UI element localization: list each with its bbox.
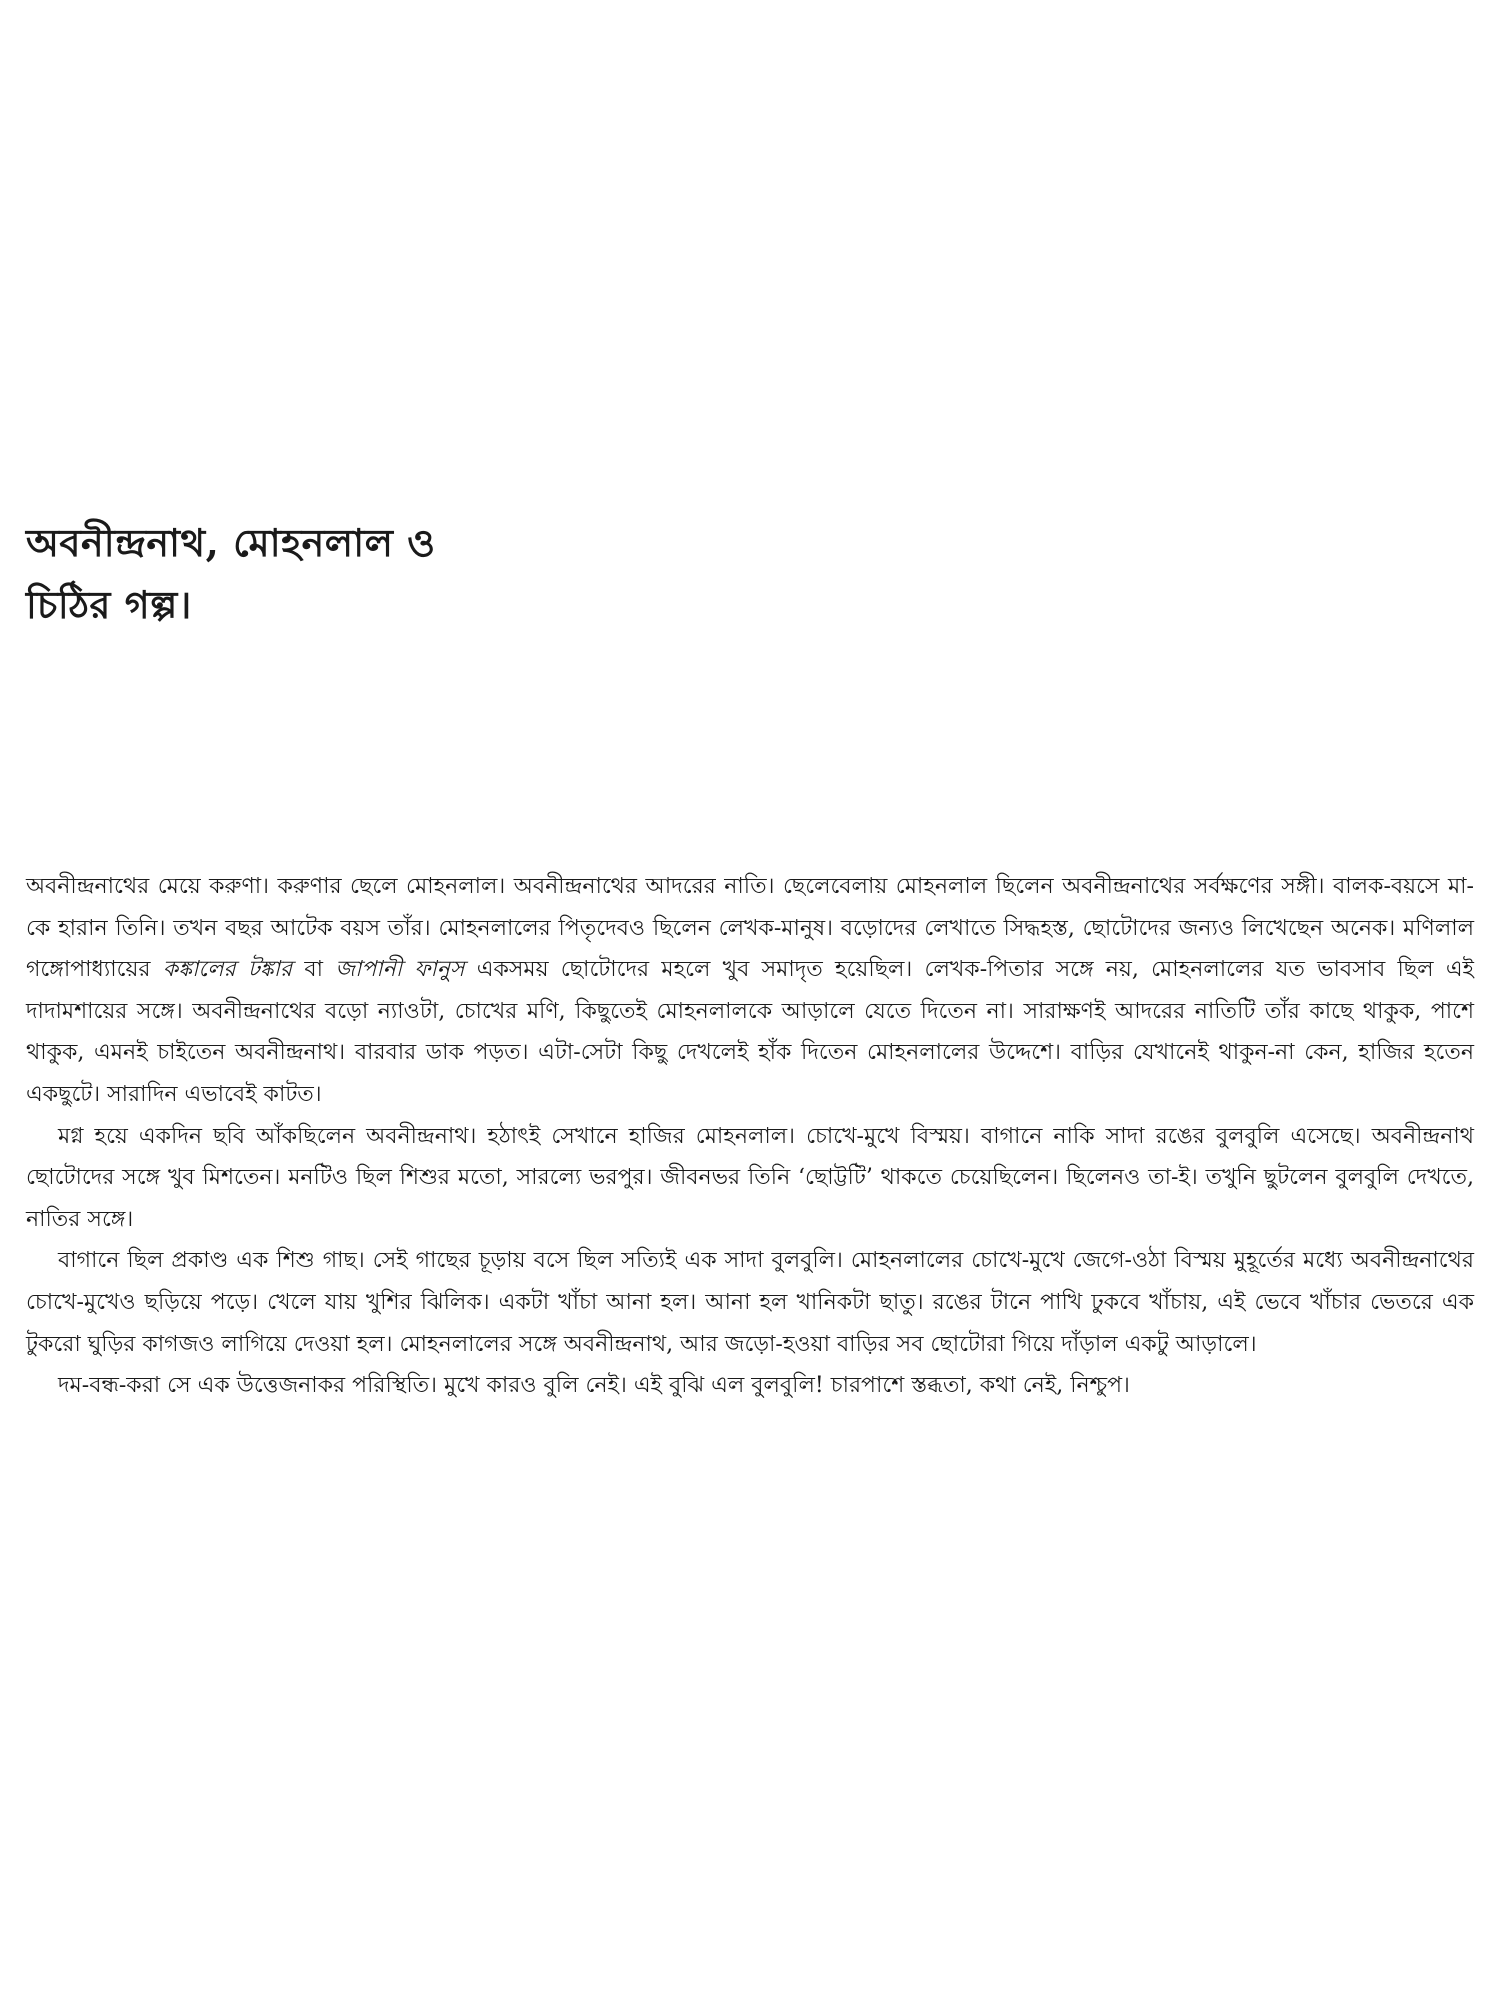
title-line-1: অবনীন্দ্রনাথ, মোহনলাল ও [26,520,436,565]
paragraph-2 [26,1116,1474,1241]
paragraph-text: দম-বন্ধ-করা সে এক উত্তেজনাকর পরিস্থিতি। মুখে কারও বুলি নেই। এই বুঝি এল বুলবুলি! চারপাশে স্তব্ধতা, কথা নেই, নিশ্চুপ। [58,1373,1130,1399]
paragraph-text: মগ্ন হয়ে একদিন ছবি আঁকছিলেন অবনীন্দ্রনাথ। হঠাৎই সেখানে হাজির মোহনলাল। চোখে-মুখে বিস্ময়। বাগানে নাকি সাদা রঙের বুলবুলি এসেছে। অবনীন্দ্রনাথ ছোটোদের সঙ্গে খুব মিশতেন। মনটিও ছিল শিশুর মতো, সারল্যে ভরপুর। জীবনভর তিনি ‘ছোট্টটি’ থাকতে চেয়েছিলেন। ছিলেনও তা-ই। তখুনি ছুটলেন বুলবুলি দেখতে, নাতির সঙ্গে। [26,1123,1474,1232]
book-title-japani-fanus: জাপানী ফানুস [335,957,465,983]
book-title-kankaler-tankar: কঙ্কালের টঙ্কার [162,957,293,983]
article-body [26,866,1474,1407]
paragraph-text: বাগানে ছিল প্রকাণ্ড এক শিশু গাছ। সেই গাছের চূড়ায় বসে ছিল সত্যিই এক সাদা বুলবুলি। মোহনলালের চোখে-মুখে জেগে-ওঠা বিস্ময় মুহূর্তের মধ্যে অবনীন্দ্রনাথের চোখে-মুখেও ছড়িয়ে পড়ে। খেলে যায় খুশির ঝিলিক। একটা খাঁচা আনা হল। আনা হল খানিকটা ছাতু। রঙের টানে পাখি ঢুকবে খাঁচায়, এই ভেবে খাঁচার ভেতরে এক টুকরো ঘুড়ির কাগজও লাগিয়ে দেওয়া হল। মোহনলালের সঙ্গে অবনীন্দ্রনাথ, আর জড়ো-হওয়া বাড়ির সব ছোটোরা গিয়ে দাঁড়াল একটু আড়ালে। [26,1248,1474,1357]
paragraph-text: অবনীন্দ্রনাথের মেয়ে করুণা। করুণার ছেলে মোহনলাল। অবনীন্দ্রনাথের আদরের নাতি। ছেলেবেলায় মোহনলাল ছিলেন অবনীন্দ্রনাথের সর্বক্ষণের সঙ্গী। বালক-বয়সে মা-কে হারান তিনি। তখন বছর আটেক বয়স তাঁর। মোহনলালের পিতৃদেবও ছিলেন লেখক-মানুষ। বড়োদের লেখাতে সিদ্ধহস্ত, ছোটোদের জন্যও লিখেছেন অনেক। মণিলাল গঙ্গোপাধ্যায়ের [26,874,1474,983]
article-title [26,512,726,636]
paragraph-1 [26,866,1474,1116]
title-line-2: চিঠির গল্প। [26,582,192,627]
paragraph-4 [26,1365,1474,1407]
paragraph-text: একসময় ছোটোদের মহলে খুব সমাদৃত হয়েছিল। লেখক-পিতার সঙ্গে নয়, মোহনলালের যত ভাবসাব ছিল এই দাদামশায়ের সঙ্গে। অবনীন্দ্রনাথের বড়ো ন্যাওটা, চোখের মণি, কিছুতেই মোহনলালকে আড়ালে যেতে দিতেন না। সারাক্ষণই আদরের নাতিটি তাঁর কাছে থাকুক, পাশে থাকুক, এমনই চাইতেন অবনীন্দ্রনাথ। বারবার ডাক পড়ত। এটা-সেটা কিছু দেখলেই হাঁক দিতেন মোহনলালের উদ্দেশে। বাড়ির যেখানেই থাকুন-না কেন, হাজির হতেন একছুটে। সারাদিন এভাবেই কাটত। [26,957,1475,1107]
paragraph-3 [26,1240,1474,1365]
paragraph-text: বা [292,957,336,983]
